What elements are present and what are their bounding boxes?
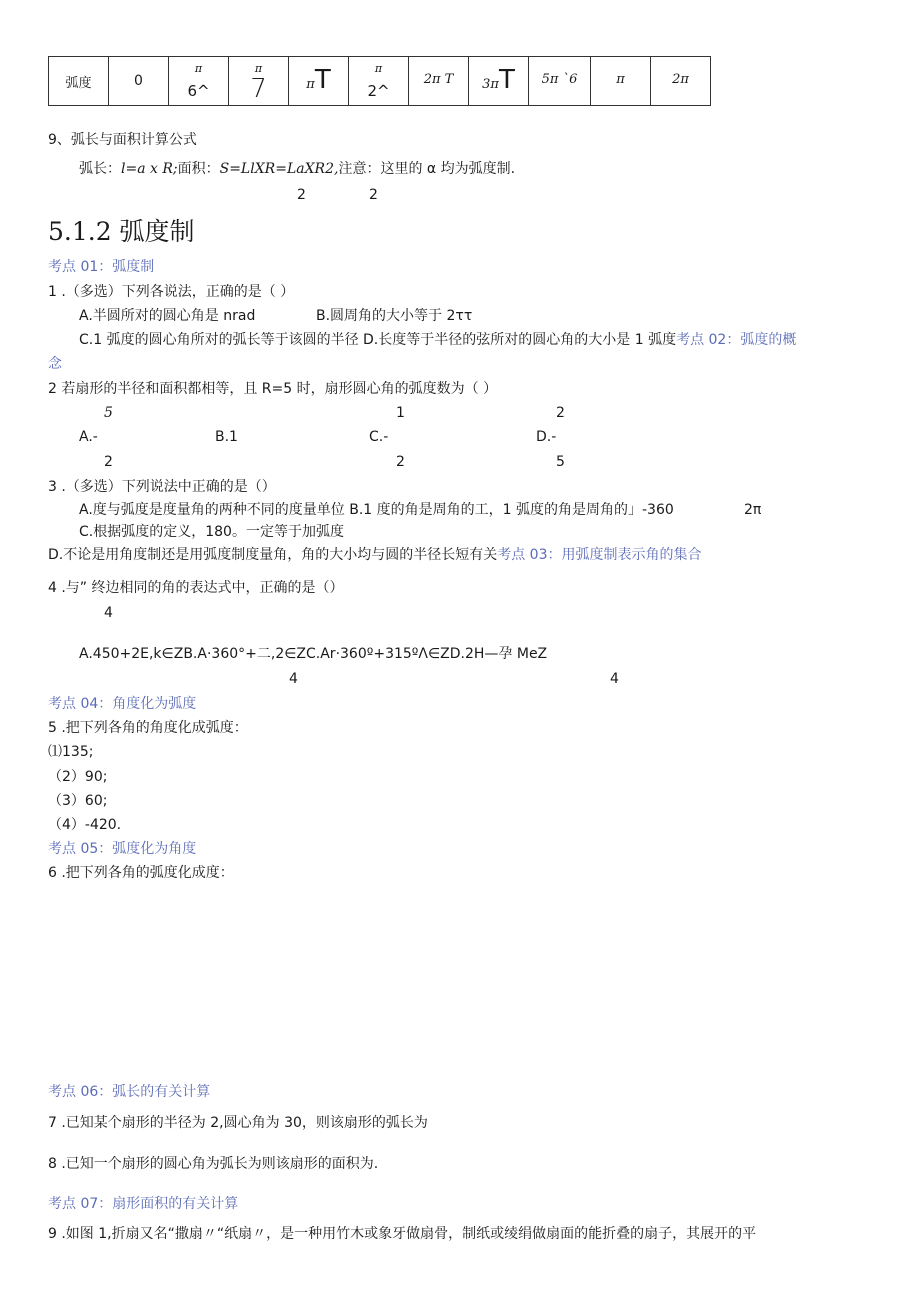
question-5-item-2: （2）90;: [48, 769, 108, 785]
radian-table: [48, 56, 711, 106]
question-1-option-a: A.半圆所对的圆心角是 nrad: [79, 308, 256, 324]
topic-02-cont: 念: [48, 356, 62, 372]
topic-07: 考点 07：扇形面积的有关计算: [48, 1196, 239, 1212]
topic-02: 考点 02：弧度的概: [676, 332, 797, 348]
question-4-fraction-top: 4: [104, 605, 113, 621]
question-2-option-d: D.-: [536, 429, 557, 445]
question-2-d-numerator: 2: [556, 405, 565, 421]
table-cell-6: 3πT: [469, 57, 529, 106]
question-1-option-b: B.圆周角的大小等于 2ττ: [316, 308, 473, 324]
question-2-c-denominator: 2: [396, 454, 405, 470]
question-4-fraction-bottom-2: 4: [610, 671, 619, 687]
question-2-c-numerator: 1: [396, 405, 405, 421]
table-cell-0: 0: [109, 57, 169, 106]
table-cell-3: πT: [289, 57, 349, 106]
topic-01: 考点 01：弧度制: [48, 259, 155, 275]
question-4-stem: 4 .与” 终边相同的角的表达式中，正确的是（）: [48, 580, 344, 596]
table-header-radian: 弧度: [49, 57, 109, 106]
question-3-option-d: D.不论是用角度制还是用弧度制度量角，角的大小均与圆的半径长短有关考点 03：用弧度制表示角的集合: [48, 547, 702, 563]
question-5-item-3: （3）60;: [48, 793, 108, 809]
section-title: 5.1.2 弧度制: [48, 217, 195, 246]
question-7-stem: 7 .已知某个扇形的半径为 2,圆心角为 30，则该扇形的弧长为: [48, 1115, 428, 1131]
question-2-a-numerator: 5: [104, 405, 113, 421]
question-5-stem: 5 .把下列各角的角度化成弧度：: [48, 720, 248, 736]
table-cell-2: π 7: [229, 57, 289, 106]
question-1-stem: 1 .（多选）下列各说法，正确的是（ ）: [48, 284, 295, 300]
question-2-option-b: B.1: [215, 429, 238, 445]
question-3-ab-tail: 2π: [744, 502, 762, 518]
question-1-options-cd: C.1 弧度的圆心角所对的弧长等于该圆的半径 D.长度等于半径的弦所对的圆心角的大小是 1 弧度考点 02：弧度的概: [79, 332, 797, 348]
question-2-stem: 2 若扇形的半径和面积都相等，且 R=5 时，扇形圆心角的弧度数为（ ）: [48, 381, 498, 397]
question-4-fraction-bottom-1: 4: [289, 671, 298, 687]
question-8-stem: 8 .已知一个扇形的圆心角为弧长为则该扇形的面积为.: [48, 1156, 379, 1172]
topic-06: 考点 06：弧长的有关计算: [48, 1084, 211, 1100]
table-cell-1: π 6^: [169, 57, 229, 106]
topic-04: 考点 04：角度化为弧度: [48, 696, 197, 712]
question-3-options-ab: A.度与弧度是度量角的两种不同的度量单位 B.1 度的角是周角的工，1 弧度的角是周角的」-360: [79, 502, 674, 518]
question-3-stem: 3 .（多选）下列说法中正确的是（）: [48, 479, 276, 495]
table-cell-5: 2π T: [409, 57, 469, 106]
question-6-stem: 6 .把下列各角的弧度化成度：: [48, 865, 234, 881]
question-5-item-1: ⑴135;: [48, 744, 94, 760]
formula-subscript-1: 2: [297, 187, 306, 203]
table-cell-7: 5π `6: [529, 57, 591, 106]
question-3-option-c: C.根据弧度的定义，180。一定等于加弧度: [79, 524, 344, 540]
question-4-options: A.450+2E,k∈ZB.A·360°+二,2∈ZC.Ar·360º+315ºΛ∈ZD.2H—孕 MeZ: [79, 646, 548, 662]
question-2-option-a: A.-: [79, 429, 98, 445]
question-2-d-denominator: 5: [556, 454, 565, 470]
table-cell-4: π 2^: [349, 57, 409, 106]
question-2-option-c: C.-: [369, 429, 389, 445]
formula-subscript-2: 2: [369, 187, 378, 203]
table-cell-8: π: [591, 57, 651, 106]
table-cell-9: 2π: [651, 57, 711, 106]
formula-line: 弧长：l=a x R;面积：S=LlXR=LaXR2,注意：这里的 α 均为弧度制.: [79, 161, 516, 177]
topic-03: 考点 03：用弧度制表示角的集合: [497, 547, 702, 563]
topic-05: 考点 05：弧度化为角度: [48, 841, 197, 857]
question-2-a-denominator: 2: [104, 454, 113, 470]
formula-heading: 9、弧长与面积计算公式: [48, 132, 197, 148]
question-5-item-4: （4）-420.: [48, 817, 122, 833]
question-9-stem: 9 .如图 1,折扇又名“撒扇〃“纸扇〃，是一种用竹木或象牙做扇骨，制纸或绫绢做扇面的能折叠的扇子，其展开的平: [48, 1226, 757, 1242]
